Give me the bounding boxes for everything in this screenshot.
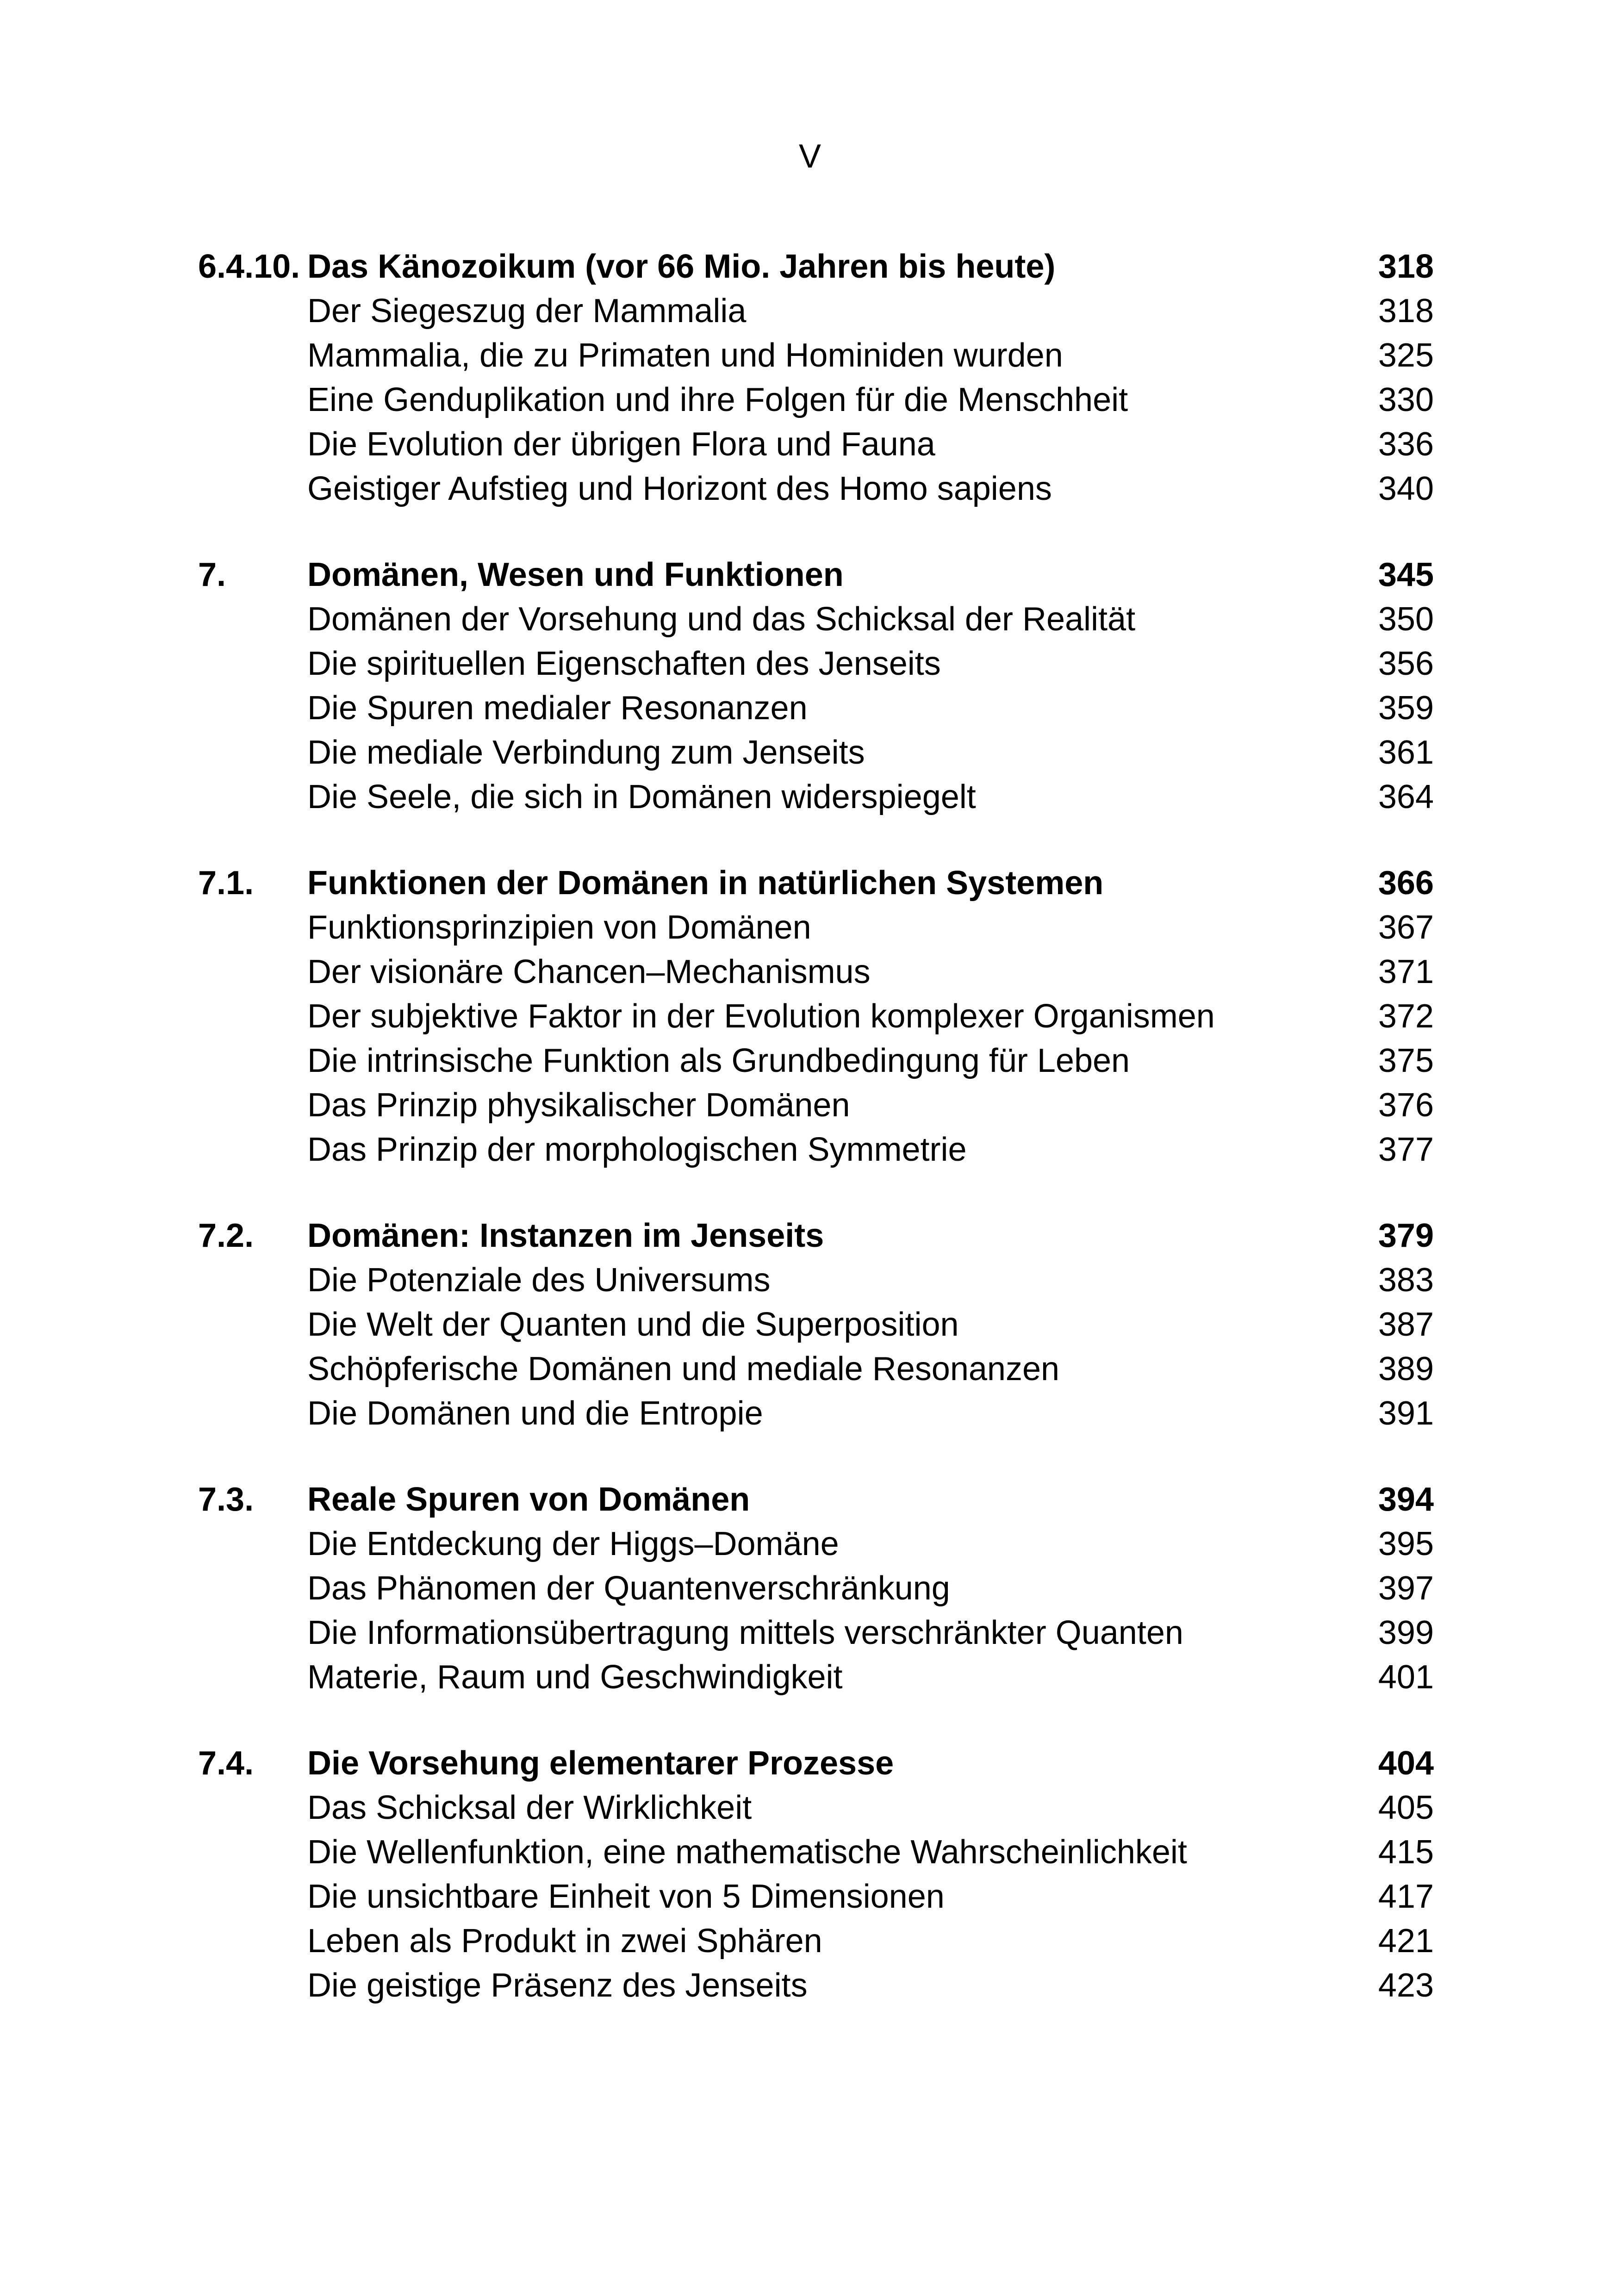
toc-entry-row[interactable] [198,641,1434,686]
entry-title: Die Evolution der übrigen Flora und Fauna [307,426,935,463]
section-title: Funktionen der Domänen in natürlichen Systemen [307,865,1104,902]
entry-page: 376 [1378,1087,1434,1124]
section-number: 7.2. [198,1217,254,1254]
toc-entry-row[interactable] [198,1522,1434,1566]
entry-page: 330 [1378,381,1434,418]
entry-title: Der subjektive Faktor in der Evolution komplexer Organismen [307,998,1215,1035]
entry-title: Die Seele, die sich in Domänen widerspiegelt [307,778,976,815]
toc-entry-row[interactable] [198,1611,1434,1655]
entry-page: 318 [1378,292,1434,330]
toc-heading-row[interactable] [198,553,1434,597]
entry-title: Die Potenziale des Universums [307,1262,771,1299]
section-number: 7.1. [198,865,254,902]
entry-page: 415 [1378,1834,1434,1871]
section-page: 366 [1378,865,1434,902]
toc-entry-row[interactable] [198,289,1434,333]
toc-entry-row[interactable] [198,333,1434,378]
section-title: Domänen: Instanzen im Jenseits [307,1217,824,1254]
entry-title: Eine Genduplikation und ihre Folgen für die Menschheit [307,381,1128,418]
entry-title: Das Prinzip der morphologischen Symmetrie [307,1131,967,1168]
entry-page: 325 [1378,337,1434,374]
entry-title: Leben als Produkt in zwei Sphären [307,1923,822,1960]
toc-entry-row[interactable] [198,950,1434,994]
toc-section [198,1213,1434,1436]
entry-title: Mammalia, die zu Primaten und Hominiden wurden [307,337,1063,374]
toc-heading-row[interactable] [198,244,1434,289]
entry-title: Der visionäre Chancen–Mechanismus [307,953,871,990]
entry-title: Geistiger Aufstieg und Horizont des Homo sapiens [307,470,1052,507]
entry-page: 364 [1378,778,1434,815]
entry-title: Das Schicksal der Wirklichkeit [307,1789,752,1826]
entry-title: Schöpferische Domänen und mediale Resonanzen [307,1350,1060,1388]
toc-entry-row[interactable] [198,1874,1434,1919]
entry-title: Die spirituellen Eigenschaften des Jenseits [307,645,941,682]
entry-page: 423 [1378,1967,1434,2004]
toc-entry-row[interactable] [198,467,1434,511]
entry-page: 399 [1378,1614,1434,1651]
toc-entry-row[interactable] [198,422,1434,467]
toc-entry-row[interactable] [198,1655,1434,1699]
toc-section [198,861,1434,1172]
toc-entry-row[interactable] [198,994,1434,1039]
section-page: 345 [1378,556,1434,593]
entry-page: 361 [1378,734,1434,771]
section-title: Domänen, Wesen und Funktionen [307,556,844,593]
toc-heading-row[interactable] [198,1741,1434,1786]
entry-page: 389 [1378,1350,1434,1388]
entry-page: 397 [1378,1570,1434,1607]
section-page: 379 [1378,1217,1434,1254]
section-page: 394 [1378,1481,1434,1518]
entry-title: Die Spuren medialer Resonanzen [307,690,808,727]
page-number: V [798,138,821,175]
section-number: 7.3. [198,1481,254,1518]
section-title: Das Känozoikum (vor 66 Mio. Jahren bis heute) [307,248,1056,285]
toc-entry-row[interactable] [198,1830,1434,1874]
toc-entry-row[interactable] [198,775,1434,819]
toc-entry-row[interactable] [198,1919,1434,1963]
entry-title: Der Siegeszug der Mammalia [307,292,747,330]
entry-page: 377 [1378,1131,1434,1168]
toc-entry-row[interactable] [198,905,1434,950]
entry-title: Die geistige Präsenz des Jenseits [307,1967,808,2004]
entry-title: Das Phänomen der Quantenverschränkung [307,1570,950,1607]
entry-title: Die unsichtbare Einheit von 5 Dimensionen [307,1878,945,1915]
entry-page: 395 [1378,1525,1434,1562]
entry-page: 417 [1378,1878,1434,1915]
entry-page: 359 [1378,690,1434,727]
entry-title: Materie, Raum und Geschwindigkeit [307,1659,843,1696]
toc-entry-row[interactable] [198,1963,1434,2008]
toc-entry-row[interactable] [198,1258,1434,1302]
section-title: Die Vorsehung elementarer Prozesse [307,1745,894,1782]
entry-page: 340 [1378,470,1434,507]
entry-page: 421 [1378,1923,1434,1960]
entry-page: 367 [1378,909,1434,946]
entry-title: Funktionsprinzipien von Domänen [307,909,811,946]
entry-page: 372 [1378,998,1434,1035]
toc-entry-row[interactable] [198,1127,1434,1172]
toc-entry-row[interactable] [198,1039,1434,1083]
entry-title: Die Wellenfunktion, eine mathematische Wahrscheinlichkeit [307,1834,1187,1871]
toc-entry-row[interactable] [198,1391,1434,1436]
entry-page: 387 [1378,1306,1434,1343]
table-of-contents [198,244,1434,2049]
toc-heading-row[interactable] [198,861,1434,905]
toc-entry-row[interactable] [198,1786,1434,1830]
toc-entry-row[interactable] [198,378,1434,422]
toc-entry-row[interactable] [198,1347,1434,1391]
entry-title: Die Domänen und die Entropie [307,1395,763,1432]
section-page: 404 [1378,1745,1434,1782]
toc-entry-row[interactable] [198,1302,1434,1347]
section-page: 318 [1378,248,1434,285]
entry-title: Die Informationsübertragung mittels verschränkter Quanten [307,1614,1183,1651]
entry-page: 350 [1378,601,1434,638]
toc-entry-row[interactable] [198,597,1434,641]
section-title: Reale Spuren von Domänen [307,1481,750,1518]
toc-section [198,1741,1434,2008]
entry-title: Das Prinzip physikalischer Domänen [307,1087,850,1124]
entry-title: Die Entdeckung der Higgs–Domäne [307,1525,839,1562]
entry-page: 401 [1378,1659,1434,1696]
toc-entry-row[interactable] [198,1083,1434,1127]
toc-entry-row[interactable] [198,1566,1434,1611]
entry-page: 375 [1378,1042,1434,1079]
section-number: 7. [198,556,226,593]
section-number: 6.4.10. [198,248,300,285]
entry-page: 405 [1378,1789,1434,1826]
entry-title: Domänen der Vorsehung und das Schicksal der Realität [307,601,1136,638]
entry-title: Die Welt der Quanten und die Superposition [307,1306,959,1343]
entry-page: 371 [1378,953,1434,990]
entry-page: 336 [1378,426,1434,463]
entry-page: 383 [1378,1262,1434,1299]
toc-entry-row[interactable] [198,730,1434,775]
section-number: 7.4. [198,1745,254,1782]
toc-heading-row[interactable] [198,1213,1434,1258]
entry-title: Die mediale Verbindung zum Jenseits [307,734,865,771]
entry-page: 391 [1378,1395,1434,1432]
toc-heading-row[interactable] [198,1477,1434,1522]
toc-section [198,1477,1434,1699]
toc-entry-row[interactable] [198,686,1434,730]
entry-title: Die intrinsische Funktion als Grundbedingung für Leben [307,1042,1130,1079]
toc-section [198,553,1434,819]
entry-page: 356 [1378,645,1434,682]
toc-section [198,244,1434,511]
